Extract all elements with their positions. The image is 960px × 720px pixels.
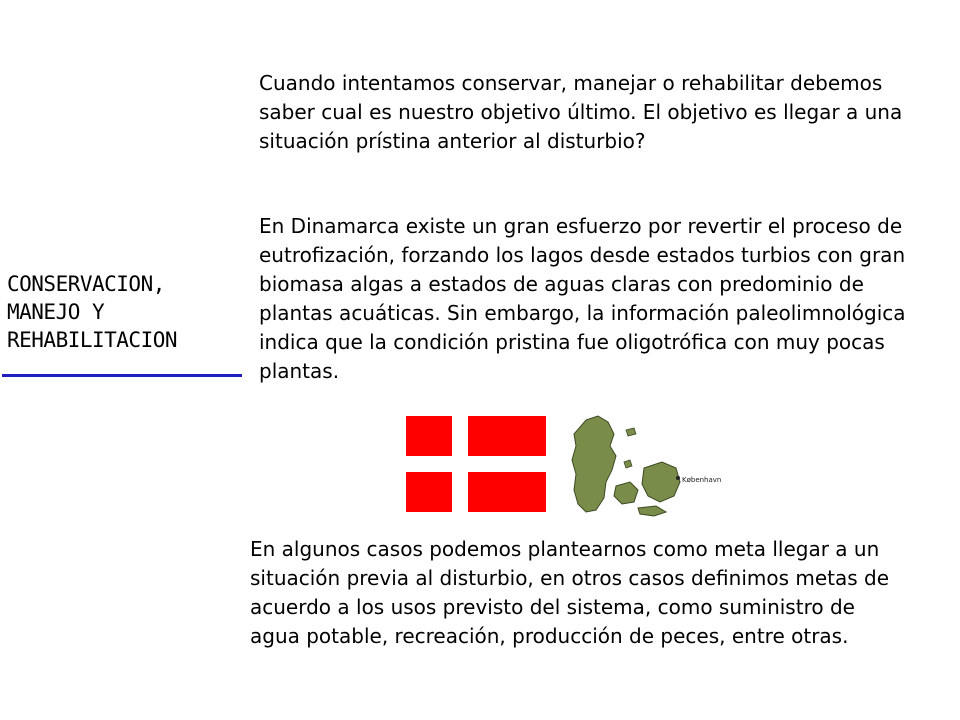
title-underline <box>2 374 242 377</box>
slide-title <box>7 270 247 354</box>
paragraph-denmark: En Dinamarca existe un gran esfuerzo por revertir el proceso de eutrofización, forzando los lagos desde estados turbios con gran biomasa algas a estados de aguas claras con predominio de plantas acuáticas. Sin embargo, la información paleolimnológica indica que la condición pristina fue oligotrófica con muy pocas plantas. <box>259 214 906 383</box>
denmark-flag-icon <box>406 416 546 512</box>
map-city-label: København <box>682 476 722 484</box>
paragraph-goals: En algunos casos podemos plantearnos como meta llegar a un situación previa al disturbio, en otros casos definimos metas de acuerdo a los usos previsto del sistema, como suministro de agua potable, recreación, producción de peces, entre otras. <box>250 537 890 648</box>
title-line-2: MANEJO Y <box>7 300 105 324</box>
title-line-1: CONSERVACION, <box>7 272 165 296</box>
title-line-3: REHABILITACION <box>7 328 178 352</box>
denmark-map-icon <box>564 412 722 520</box>
paragraph-objective: Cuando intentamos conservar, manejar o rehabilitar debemos saber cual es nuestro objetivo último. El objetivo es llegar a una situación prístina anterior al disturbio? <box>259 71 903 153</box>
